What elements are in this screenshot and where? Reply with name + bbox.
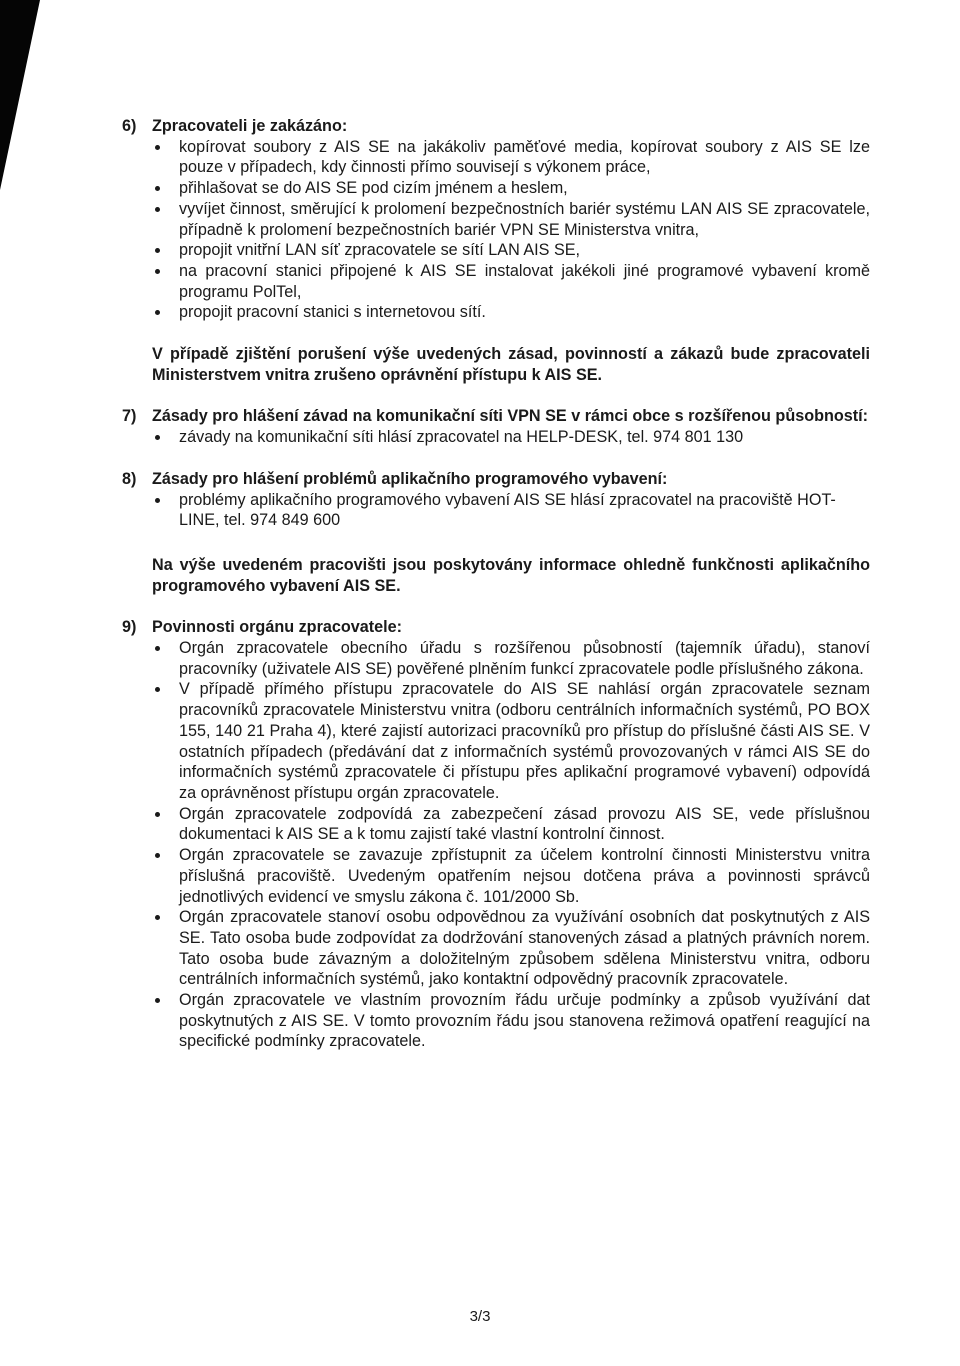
- section-number: 7): [122, 407, 137, 426]
- section-9: [122, 617, 870, 1052]
- list-item: kopírovat soubory z AIS SE na jakákoliv paměťové media, kopírovat soubory z AIS SE lze pouze v případech, kdy činnosti přímo souvisejí s výkonem práce,: [152, 137, 870, 178]
- bullet-list: [152, 638, 870, 1052]
- list-item: Orgán zpracovatele zodpovídá za zabezpečení zásad provozu AIS SE, vede příslušnou dokumentaci k AIS SE a k tomu zajistí také vlastní kontrolní činnost.: [152, 804, 870, 845]
- section-body: [152, 469, 870, 531]
- section-number: 6): [122, 117, 137, 135]
- section-heading: Zpracovateli je zakázáno:: [152, 117, 348, 135]
- section-body: [152, 617, 870, 1052]
- section-number: 9): [122, 618, 137, 637]
- list-item: problémy aplikačního programového vybavení AIS SE hlásí zpracovatel na pracoviště HOT-LINE, tel. 974 849 600: [152, 490, 870, 531]
- page-number: 3/3: [469, 1308, 491, 1325]
- list-item: na pracovní stanici připojené k AIS SE instalovat jakékoli jiné programové vybavení kromě programu PolTel,: [152, 261, 870, 302]
- section-heading: Zásady pro hlášení problémů aplikačního programového vybavení:: [152, 469, 668, 488]
- info-notice: Na výše uvedeném pracovišti jsou poskytovány informace ohledně funkčnosti aplikačního programového vybavení AIS SE.: [152, 555, 870, 595]
- section-heading: Zásady pro hlášení závad na komunikační síti VPN SE v rámci obce s rozšířenou působností:: [152, 407, 869, 426]
- section-heading: Povinnosti orgánu zpracovatele:: [152, 618, 403, 637]
- bullet-list: [152, 137, 870, 323]
- list-item: přihlašovat se do AIS SE pod cizím jménem a heslem,: [152, 178, 870, 199]
- list-item: Orgán zpracovatele se zavazuje zpřístupnit za účelem kontrolní činnosti Ministerstvu vnitra příslušná pracoviště. Uvedeným opatřením nejsou dotčena práva a povinnosti správců jednotlivých evidencí ve smyslu zákona č. 101/2000 Sb.: [152, 845, 870, 907]
- list-item: Orgán zpracovatele obecního úřadu s rozšířenou působností (tajemník úřadu), stanoví pracovníky (uživatele AIS SE) pověřené plněním funkcí zpracovatele podle příslušného zákona.: [152, 638, 870, 679]
- section-8: [122, 469, 870, 531]
- list-item: Orgán zpracovatele stanoví osobu odpovědnou za využívání osobních dat poskytnutých z AIS SE. Tato osoba bude zodpovídat za dodržování stanovených zásad a platných právních norem. Tato osoba bude závazným a doložitelným způsobem sdělena Ministerstvu vnitra, odboru centrálních informačních systémů, jako kontaktní odpovědný pracovník zpracovatele.: [152, 907, 870, 990]
- section-7: [122, 406, 870, 447]
- section-body: [152, 116, 870, 323]
- list-item: vyvíjet činnost, směrující k prolomení bezpečnostních bariér systému LAN AIS SE zpracovatele, případně k prolomení bezpečnostních bariér VPN SE Ministerstva vnitra,: [152, 199, 870, 240]
- section-number: 8): [122, 469, 137, 488]
- section-body: [152, 406, 870, 447]
- violation-notice: V případě zjištění porušení výše uvedených zásad, povinností a zákazů bude zpracovateli Ministerstvem vnitra zrušeno oprávnění přístupu k AIS SE.: [152, 345, 870, 384]
- scan-corner-shadow: [0, 0, 40, 190]
- list-item: propojit vnitřní LAN síť zpracovatele se sítí LAN AIS SE,: [152, 240, 870, 261]
- list-item: závady na komunikační síti hlásí zpracovatel na HELP-DESK, tel. 974 801 130: [152, 427, 870, 448]
- bullet-list: [152, 427, 870, 448]
- list-item: propojit pracovní stanici s internetovou sítí.: [152, 302, 870, 323]
- list-item: V případě přímého přístupu zpracovatele do AIS SE nahlásí orgán zpracovatele seznam pracovníků zpracovatele Ministerstvu vnitra (odboru centrálních informačních systémů, PO BOX 155, 140 21 Praha 4), které zajistí autorizaci pracovníků pro přístup do příslušné části AIS SE. V ostatních případech (předávání dat z informačních systémů provozovaných v rámci AIS SE do informačních systémů zpracovatele či přístupu přes aplikační programové vybavení) odpovídá za oprávněnost přístupu orgán zpracovatele.: [152, 679, 870, 803]
- list-item: Orgán zpracovatele ve vlastním provozním řádu určuje podmínky a způsob využívání dat poskytnutých z AIS SE. V tomto provozním řádu jsou stanovena režimová opatření reagující na specifické podmínky zpracovatele.: [152, 990, 870, 1052]
- section-6: [122, 116, 870, 323]
- bullet-list: [152, 490, 870, 531]
- document-body: [122, 116, 870, 1052]
